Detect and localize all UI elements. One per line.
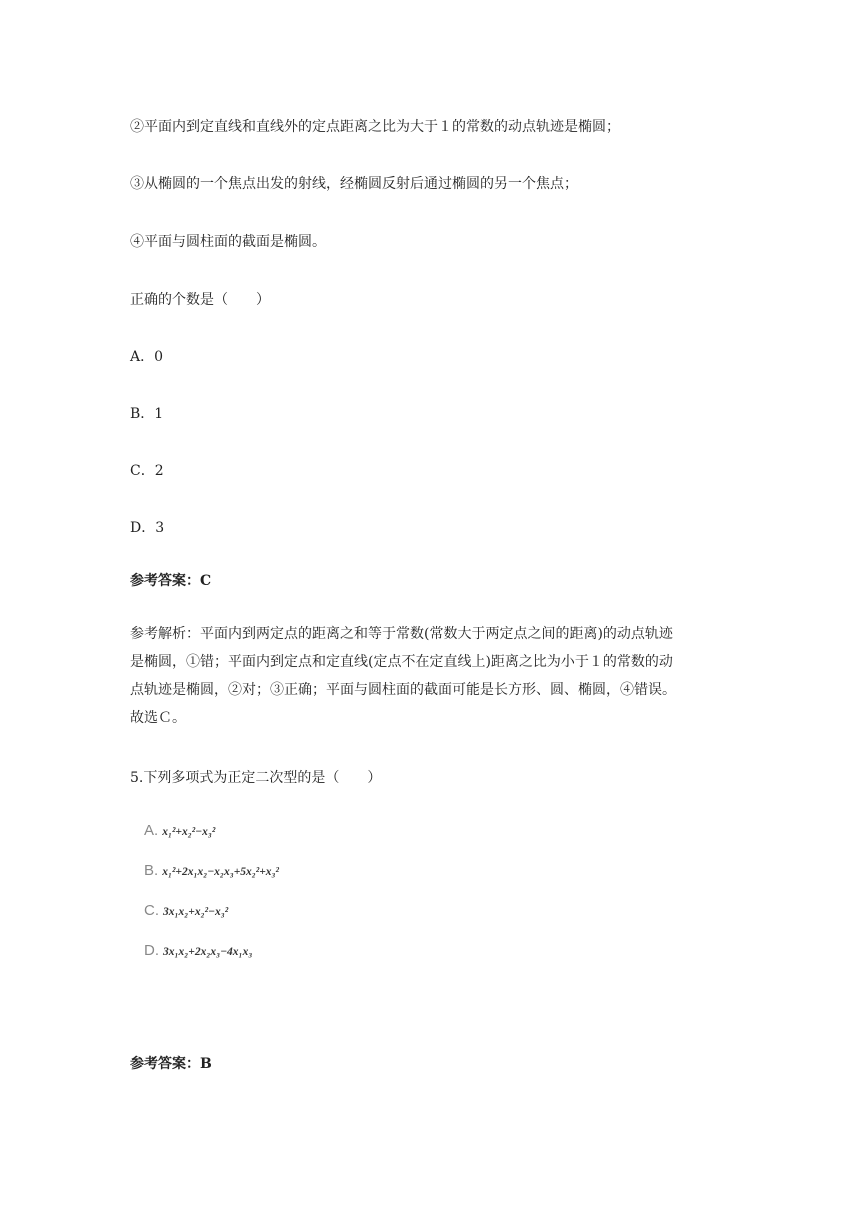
statement-3: ③从椭圆的一个焦点出发的射线，经椭圆反射后通过椭圆的另一个焦点；: [130, 176, 578, 192]
answer-label: 参考答案：C: [130, 573, 212, 589]
q5-option-d: [144, 942, 252, 961]
option-c: C．2: [130, 463, 164, 479]
analysis-line: 故选Ｃ。: [130, 710, 186, 726]
q5-option-letter: D.: [144, 942, 159, 959]
option-d: D．3: [130, 520, 165, 536]
q5-option-letter: C.: [144, 902, 159, 919]
q5-option-c: [144, 902, 228, 921]
analysis-line: 点轨迹是椭圆，②对；③正确；平面与圆柱面的截面可能是长方形、圆、椭圆，④错误。: [130, 682, 676, 698]
option-a: A．0: [130, 349, 164, 365]
option-b: B．1: [130, 406, 164, 422]
q5-option-expr: 3x₁x₂+x₂²−x₃²: [163, 906, 229, 918]
q5-option-b: [144, 862, 279, 881]
q5-option-expr: x₁²+x₂²−x₃²: [162, 826, 216, 838]
statement-4: ④平面与圆柱面的截面是椭圆。: [130, 234, 326, 250]
q5-option-letter: B.: [144, 862, 159, 879]
q5-option-expr: 3x₁x₂+2x₂x₃−4x₁x₃: [163, 946, 253, 958]
q5-option-expr: x₁²+2x₁x₂−x₂x₃+5x₂²+x₃²: [162, 866, 279, 878]
q5-option-letter: A.: [144, 822, 159, 839]
question-prompt: 正确的个数是（ ）: [130, 292, 270, 308]
analysis-line: 是椭圆，①错；平面内到定点和定直线(定点不在定直线上)距离之比为小于１的常数的动: [130, 654, 673, 670]
statement-2: ②平面内到定直线和直线外的定点距离之比为大于１的常数的动点轨迹是椭圆；: [130, 119, 620, 135]
answer-label-q5: 参考答案：B: [130, 1056, 212, 1072]
q5-option-a: [144, 822, 215, 841]
question5-prompt: 5.下列多项式为正定二次型的是（ ）: [130, 770, 382, 786]
analysis: [130, 620, 742, 732]
analysis-line: 参考解析：平面内到两定点的距离之和等于常数(常数大于两定点之间的距离)的动点轨迹: [130, 626, 673, 642]
